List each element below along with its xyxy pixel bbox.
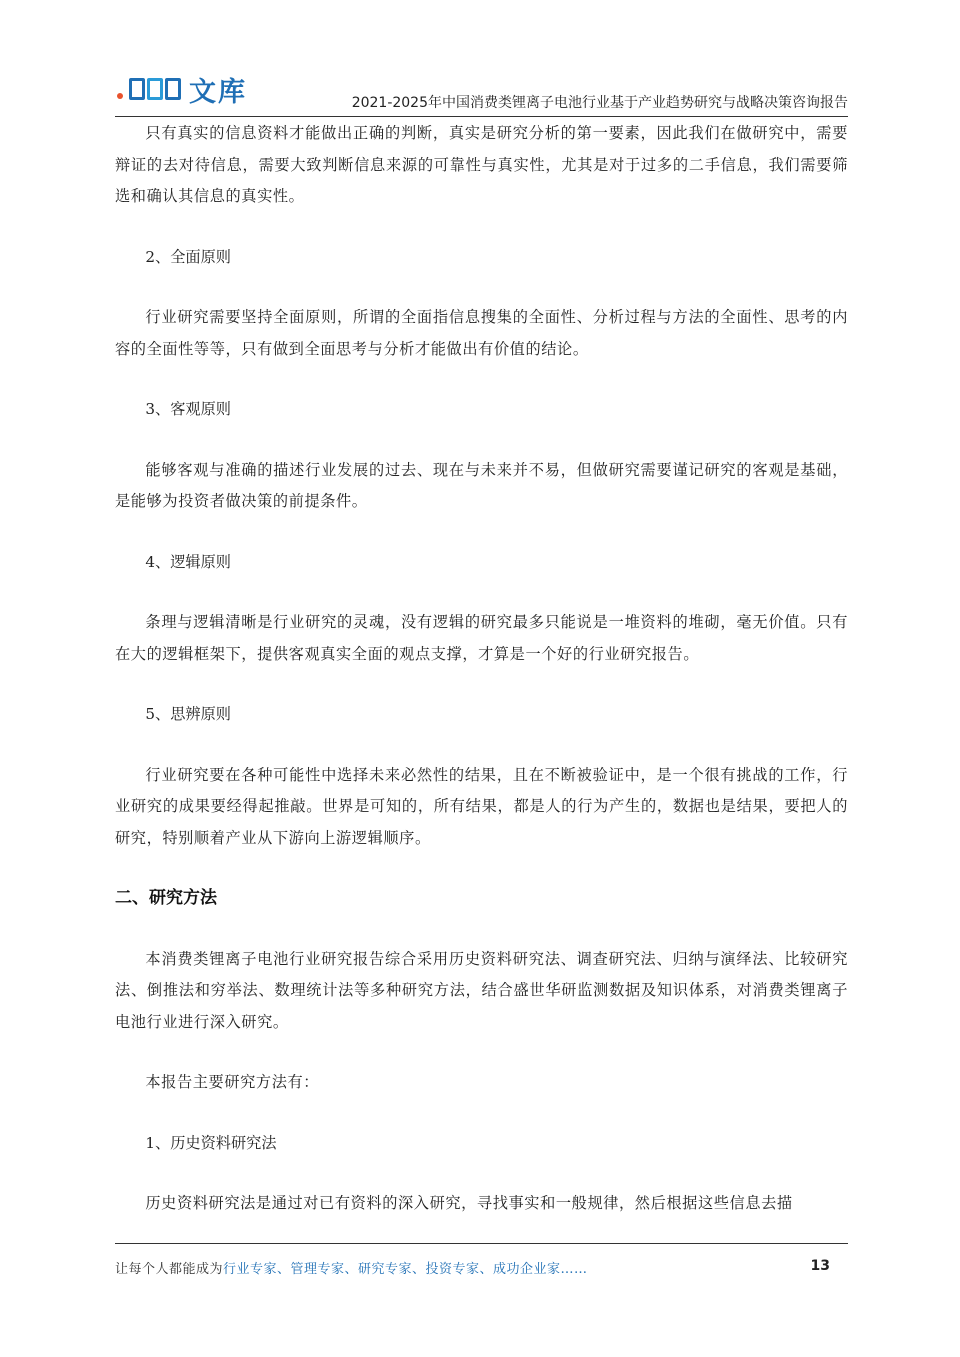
method-heading: 1、历史资料研究法 bbox=[145, 1133, 277, 1152]
logo-dot-icon bbox=[117, 93, 123, 99]
page-header bbox=[115, 62, 848, 117]
logo-text: 文库 bbox=[189, 76, 247, 108]
principle-heading: 2、全面原则 bbox=[145, 247, 231, 266]
paragraph: 能够客观与准确的描述行业发展的过去、现在与未来并不易，但做研究需要谨记研究的客观是基础，是能够为投资者做决策的前提条件。 bbox=[115, 460, 848, 510]
footer-divider bbox=[115, 1243, 848, 1244]
principle-heading: 3、客观原则 bbox=[145, 400, 231, 418]
paragraph: 条理与逻辑清晰是行业研究的灵魂，没有逻辑的研究最多只能说是一堆资料的堆砌，毫无价值。只有在大的逻辑框架下，提供客观真实全面的观点支撑，才算是一个好的行业研究报告。 bbox=[115, 613, 848, 663]
principle-heading: 4、逻辑原则 bbox=[145, 552, 231, 571]
principle-heading: 5、思辨原则 bbox=[145, 705, 231, 723]
page-body bbox=[115, 118, 848, 1220]
paragraph: 本消费类锂离子电池行业研究报告综合采用历史资料研究法、调查研究法、归纳与演绎法、比较研究法、倒推法和穷举法、数理统计法等多种研究方法，结合盛世华研监测数据及知识体系，对消费类锂离子电池行业进行深入研究。 bbox=[115, 949, 848, 1031]
brand-logo bbox=[117, 72, 247, 106]
paragraph: 行业研究需要坚持全面原则，所谓的全面指信息搜集的全面性、分析过程与方法的全面性、思考的内容的全面性等等，只有做到全面思考与分析才能做出有价值的结论。 bbox=[115, 308, 848, 358]
paragraph: 只有真实的信息资料才能做出正确的判断，真实是研究分析的第一要素，因此我们在做研究中，需要辩证的去对待信息，需要大致判断信息来源的可靠性与真实性，尤其是对于过多的二手信息，我们需要筛选和确认其信息的真实性。 bbox=[115, 124, 848, 205]
paragraph: 本报告主要研究方法有： bbox=[145, 1073, 320, 1091]
report-title: 2021-2025年中国消费类锂离子电池行业基于产业趋势研究与战略决策咨询报告 bbox=[351, 95, 848, 111]
page-footer bbox=[115, 1258, 848, 1282]
paragraph: 行业研究要在各种可能性中选择未来必然性的结果，且在不断被验证中，是一个很有挑战的工作，行业研究的成果要经得起推敲。世界是可知的，所有结果，都是人的行为产生的，数据也是结果，要把人的研究，特别顺着产业从下游向上游逻辑顺序。 bbox=[115, 765, 848, 847]
page-number: 13 bbox=[810, 1258, 830, 1274]
footer-slogan-roles: 行业专家、管理专家、研究专家、投资专家、成功企业家…… bbox=[223, 1262, 588, 1277]
section-heading: 二、研究方法 bbox=[115, 888, 217, 908]
paragraph: 历史资料研究法是通过对已有资料的深入研究，寻找事实和一般规律，然后根据这些信息去描 bbox=[145, 1194, 793, 1212]
footer-slogan-lead: 让每个人都能成为 bbox=[115, 1262, 224, 1277]
logo-mark-icon bbox=[129, 78, 181, 100]
